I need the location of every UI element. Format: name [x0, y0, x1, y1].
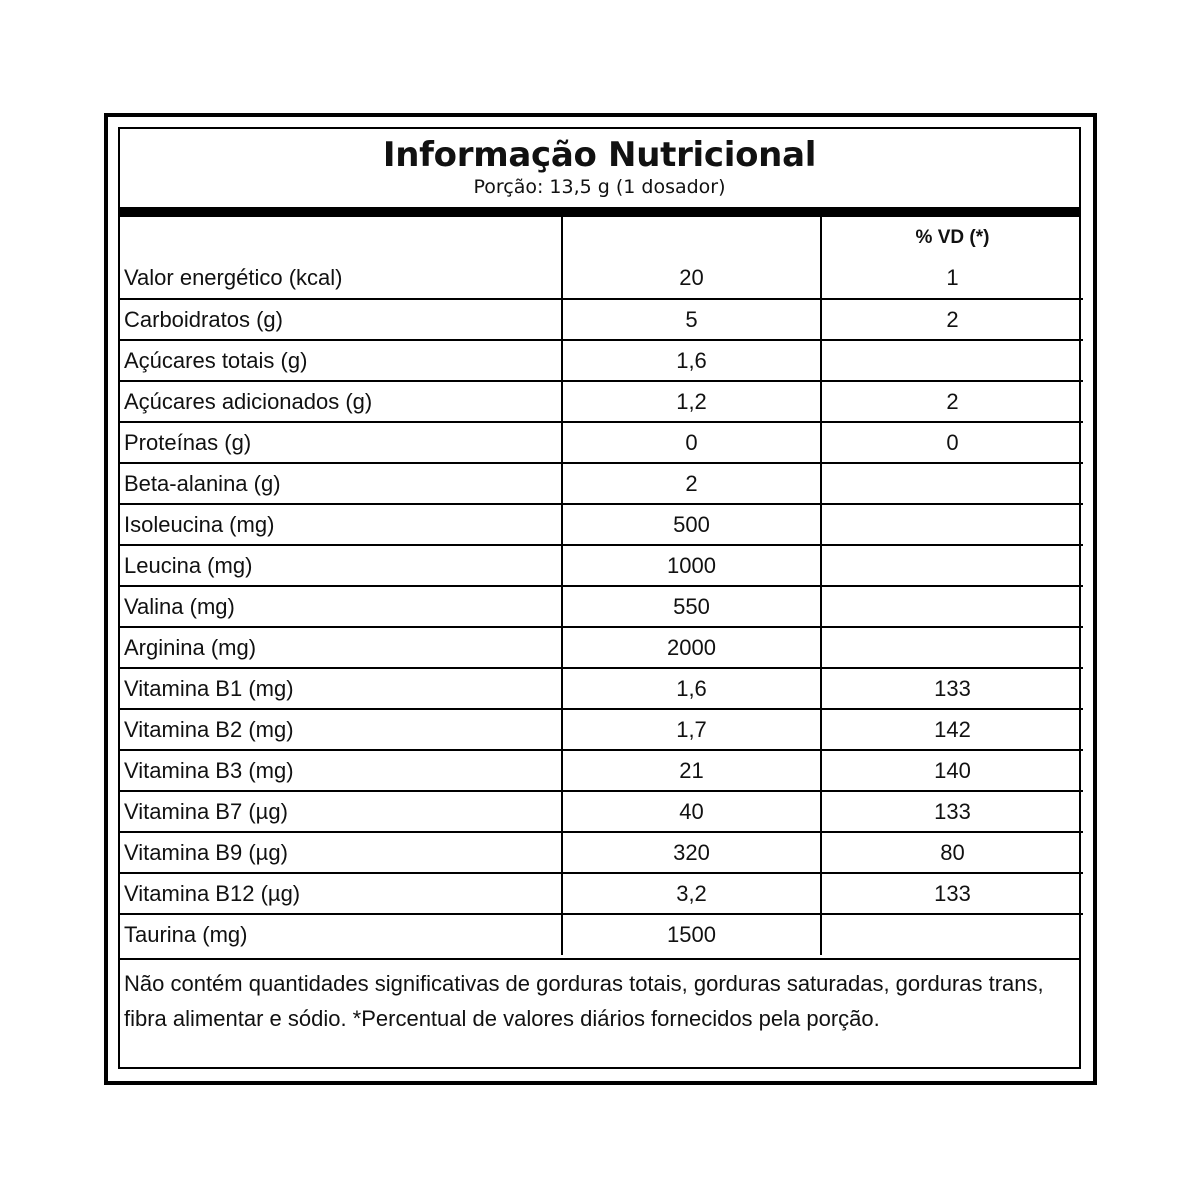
nutrition-table [120, 217, 1083, 955]
nutrient-daily-value: 133 [821, 668, 1083, 709]
nutrient-name: Proteínas (g) [120, 422, 562, 463]
nutrient-daily-value: 2 [821, 381, 1083, 422]
nutrient-amount: 21 [562, 750, 821, 791]
nutrient-amount: 40 [562, 791, 821, 832]
table-row [120, 709, 1083, 750]
nutrient-daily-value [821, 586, 1083, 627]
nutrition-label [104, 113, 1097, 1085]
nutrient-amount: 2 [562, 463, 821, 504]
table-row [120, 914, 1083, 955]
table-row [120, 832, 1083, 873]
table-row [120, 463, 1083, 504]
nutrient-daily-value: 2 [821, 299, 1083, 340]
nutrient-name: Vitamina B2 (mg) [120, 709, 562, 750]
header-vd-cell: % VD (*) [821, 217, 1083, 258]
nutrient-amount: 3,2 [562, 873, 821, 914]
nutrient-name: Valor energético (kcal) [124, 265, 343, 290]
nutrient-daily-value: 80 [821, 832, 1083, 873]
nutrient-amount: 500 [562, 504, 821, 545]
nutrient-name: Beta-alanina (g) [120, 463, 562, 504]
nutrient-amount: 320 [562, 832, 821, 873]
nutrient-daily-value [821, 545, 1083, 586]
nutrient-name: Vitamina B9 (µg) [120, 832, 562, 873]
nutrient-amount: 5 [562, 299, 821, 340]
table-row [120, 586, 1083, 627]
nutrient-name: Arginina (mg) [120, 627, 562, 668]
label-header [120, 129, 1079, 207]
nutrient-name: Vitamina B1 (mg) [120, 668, 562, 709]
nutrient-name: Valina (mg) [120, 586, 562, 627]
table-row [120, 504, 1083, 545]
label-title: Informação Nutricional [382, 135, 817, 175]
nutrient-amount: 1,6 [562, 668, 821, 709]
nutrient-name: Leucina (mg) [120, 545, 562, 586]
nutrition-label-inner-frame [118, 127, 1081, 1069]
table-row [120, 791, 1083, 832]
table-header-row [120, 217, 1083, 258]
nutrient-daily-value: 140 [821, 750, 1083, 791]
thick-divider [120, 207, 1079, 217]
table-row [120, 340, 1083, 381]
nutrient-daily-value [821, 504, 1083, 545]
table-row [120, 668, 1083, 709]
nutrition-rows [120, 258, 1083, 955]
nutrient-name: Carboidratos (g) [120, 299, 562, 340]
nutrient-daily-value [821, 914, 1083, 955]
nutrient-name: Taurina (mg) [120, 914, 562, 955]
nutrient-name: Vitamina B12 (µg) [120, 873, 562, 914]
nutrient-daily-value: 0 [821, 422, 1083, 463]
table-row [120, 422, 1083, 463]
table-row [120, 299, 1083, 340]
nutrient-name: Vitamina B7 (µg) [120, 791, 562, 832]
nutrient-daily-value: 1 [821, 258, 1083, 299]
header-amount-cell [562, 217, 821, 258]
nutrient-daily-value: 133 [821, 791, 1083, 832]
nutrient-amount: 1,2 [562, 381, 821, 422]
table-row [120, 545, 1083, 586]
nutrient-amount: 2000 [562, 627, 821, 668]
nutrient-amount: 1,7 [562, 709, 821, 750]
portion-size: Porção: 13,5 g (1 dosador) [473, 176, 726, 198]
header-nutrient-cell [120, 217, 562, 258]
table-row [120, 627, 1083, 668]
nutrient-amount: 20 [562, 258, 821, 299]
nutrient-amount: 0 [562, 422, 821, 463]
nutrient-amount: 1000 [562, 545, 821, 586]
nutrient-name: Açúcares adicionados (g) [120, 381, 562, 422]
nutrient-daily-value [821, 627, 1083, 668]
nutrient-name: Vitamina B3 (mg) [120, 750, 562, 791]
nutrient-name: Isoleucina (mg) [120, 504, 562, 545]
table-row [120, 258, 1083, 299]
nutrient-daily-value: 133 [821, 873, 1083, 914]
nutrient-daily-value: 142 [821, 709, 1083, 750]
nutrient-amount: 1,6 [562, 340, 821, 381]
table-row [120, 873, 1083, 914]
table-row [120, 750, 1083, 791]
nutrient-amount: 1500 [562, 914, 821, 955]
nutrient-daily-value [821, 463, 1083, 504]
nutrient-name: Açúcares totais (g) [120, 340, 562, 381]
nutrient-daily-value [821, 340, 1083, 381]
table-row [120, 381, 1083, 422]
footnote: Não contém quantidades significativas de gorduras totais, gorduras saturadas, gorduras trans, fibra alimentar e sódio. *Percentual de valores diários fornecidos pela porção. [120, 958, 1079, 1036]
nutrient-amount: 550 [562, 586, 821, 627]
